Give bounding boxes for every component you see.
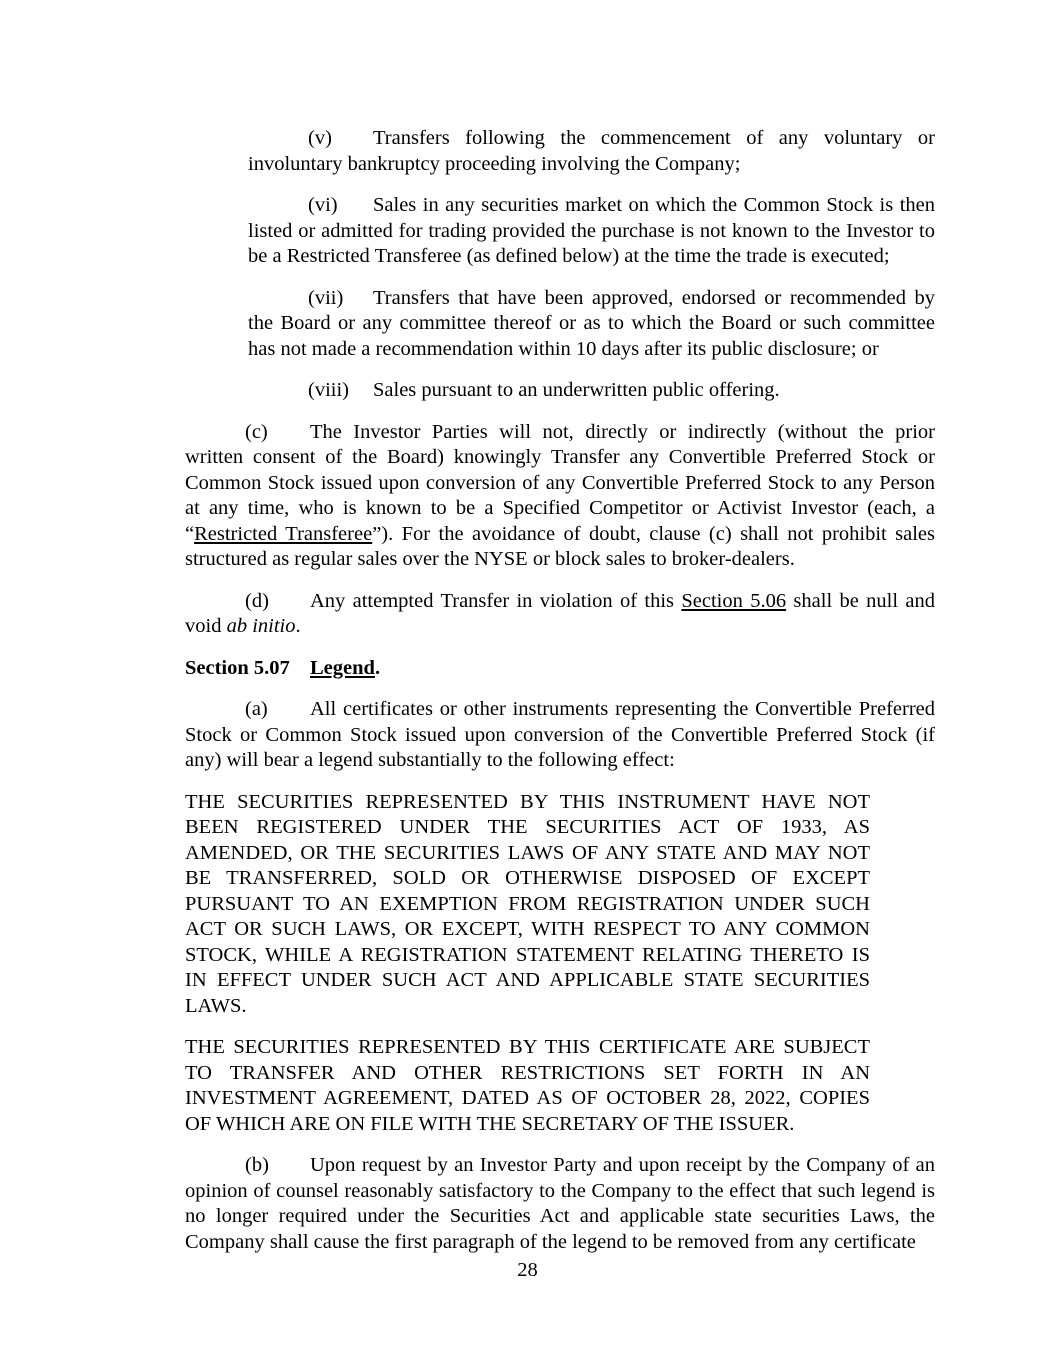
paragraph-marker: (v): [308, 127, 332, 149]
text-run: THE SECURITIES REPRESENTED BY THIS INSTRUMENT HAVE NOT BEEN REGISTERED UNDER THE SECURITIES ACT OF 1933, AS AMENDED, OR THE SECURITIES LAWS OF ANY STATE AND MAY NOT BE TRANSFERRED, SOLD OR OTHERWISE DISPOSED OF EXCEPT PURSUANT TO AN EXEMPTION FROM REGISTRATION UNDER SUCH ACT OR SUCH LAWS, OR EXCEPT, WITH RESPECT TO ANY COMMON STOCK, WHILE A REGISTRATION STATEMENT RELATING THERETO IS IN EFFECT UNDER SUCH ACT AND APPLICABLE STATE SECURITIES LAWS.: [185, 790, 870, 1017]
text-run: Restricted Transferee: [194, 522, 373, 545]
paragraph-marker: (vi): [308, 194, 338, 216]
text-run: Transfers that have been approved, endorsed or recommended by the Board or any committee thereof or as to which the Board or such committee has not made a recommendation within 10 days after its public disclosure; or: [248, 286, 935, 360]
clause-item-viii: [248, 378, 935, 404]
paragraph-marker: (d): [245, 589, 269, 612]
text-run: shall be null and void: [185, 589, 936, 637]
text-run: Sales pursuant to an underwritten public offering.: [373, 379, 780, 401]
section-heading: [185, 656, 935, 682]
text-run: THE SECURITIES REPRESENTED BY THIS CERTIFICATE ARE SUBJECT TO TRANSFER AND OTHER RESTRICTIONS SET FORTH IN AN INVESTMENT AGREEMENT, DATED AS OF OCTOBER 28, 2022, COPIES OF WHICH ARE ON FILE WITH THE SECRETARY OF THE ISSUER.: [185, 1036, 870, 1135]
clause-item-v: [248, 126, 935, 177]
paragraph-c: [185, 420, 935, 573]
text-run: ab initio: [226, 615, 296, 637]
paragraph-a: [185, 697, 935, 774]
text-run: Section 5.06: [681, 589, 787, 612]
securities-legend-block-1: [185, 790, 870, 1020]
clause-item-vii: [248, 286, 935, 363]
paragraph-marker: (c): [245, 420, 268, 443]
document-content: [185, 126, 935, 1271]
text-run: The Investor Parties will not, directly or indirectly (without the prior written consent of the Board) knowingly Transfer any Convertible Preferred Stock or Common Stock issued upon conversion of any Convertible Preferred Stock to any Person at any time, who is known to be a Specified Competitor or Activist Investor (each, a “: [185, 420, 935, 545]
text-run: Sales in any securities market on which the Common Stock is then listed or admitted for trading provided the purchase is not known to the Investor to be a Restricted Transferee (as defined below) at the time the trade is executed;: [248, 194, 935, 267]
paragraph-marker: (viii): [308, 379, 349, 401]
text-run: Upon request by an Investor Party and upon receipt by the Company of an opinion of counsel reasonably satisfactory to the Company to the effect that such legend is no longer required under the Securities Act and applicable state securities Laws, the Company shall cause the first paragraph of the legend to be removed from any certificate: [185, 1154, 935, 1253]
text-run: .: [295, 615, 301, 637]
section-number: Section 5.07: [185, 656, 290, 679]
securities-legend-block-2: [185, 1035, 870, 1137]
paragraph-marker: (vii): [308, 286, 344, 309]
paragraph-marker: (b): [245, 1154, 269, 1176]
page-number: 28: [517, 1259, 538, 1281]
section-title: Legend: [310, 656, 375, 679]
paragraph-d: [185, 589, 935, 640]
text-run: Transfers following the commencement of any voluntary or involuntary bankruptcy proceeding involving the Company;: [248, 127, 935, 175]
paragraph-marker: (a): [245, 698, 268, 720]
paragraph-b: [185, 1153, 935, 1255]
text-run: ”). For the avoidance of doubt, clause (c) shall not prohibit sales structured as regular sales over the NYSE or block sales to broker-dealers.: [185, 522, 935, 570]
section-heading-period: .: [374, 656, 381, 679]
clause-item-vi: [248, 193, 935, 270]
text-run: All certificates or other instruments representing the Convertible Preferred Stock or Common Stock issued upon conversion of the Convertible Preferred Stock (if any) will bear a legend substantially to the following effect:: [185, 698, 935, 771]
text-run: Any attempted Transfer in violation of this: [310, 589, 682, 612]
